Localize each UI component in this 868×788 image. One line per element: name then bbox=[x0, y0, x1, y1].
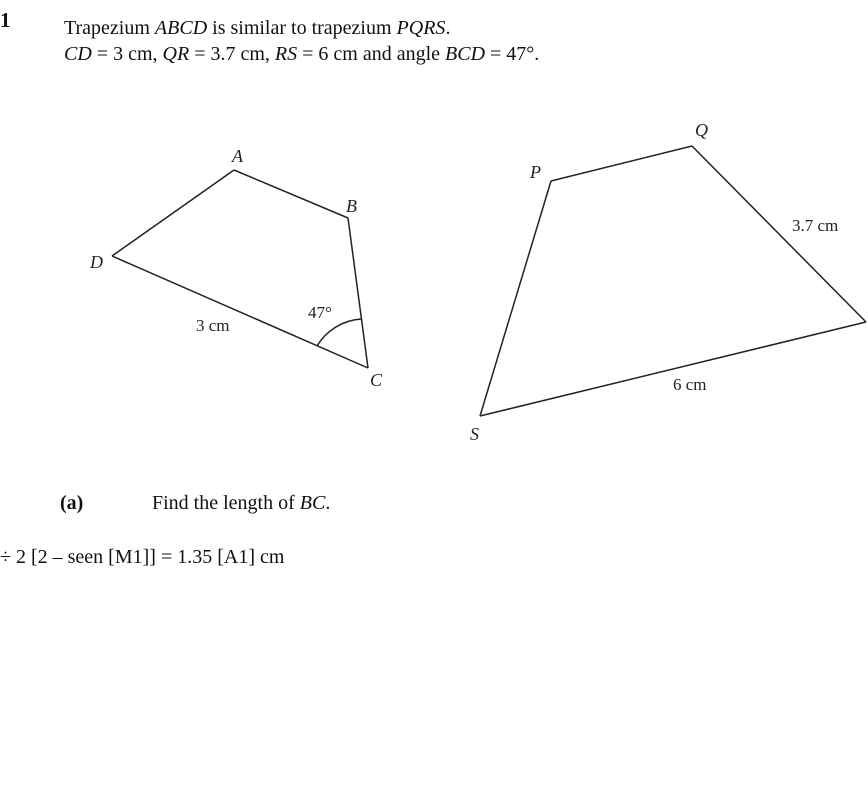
val-angle: = 47°. bbox=[485, 43, 540, 65]
side-label-qr: 3.7 cm bbox=[792, 216, 839, 235]
side-da bbox=[112, 170, 234, 256]
part-a-label: (a) bbox=[60, 492, 84, 514]
side-ab bbox=[234, 170, 348, 218]
var-cd: CD bbox=[64, 43, 92, 65]
val-cd: = 3 cm, bbox=[91, 43, 163, 65]
vertex-label-s: S bbox=[470, 424, 479, 444]
stem1-middle: is similar to trapezium bbox=[207, 17, 397, 39]
vertex-label-a: A bbox=[232, 146, 243, 166]
var-rs: RS bbox=[274, 43, 298, 65]
side-rs bbox=[480, 322, 866, 416]
side-qr bbox=[692, 146, 866, 322]
side-sp bbox=[480, 181, 551, 416]
angle-label-bcd: 47° bbox=[308, 303, 332, 322]
angle-arc-bcd bbox=[317, 319, 361, 346]
vertex-label-d: D bbox=[90, 252, 103, 272]
part-a-question bbox=[152, 492, 330, 515]
vertex-label-p: P bbox=[530, 162, 541, 182]
part-a-prefix: Find the length of bbox=[152, 492, 300, 514]
val-rs: = 6 cm and angle bbox=[297, 43, 446, 65]
mark-scheme-answer: ÷ 2 [2 – seen [M1]] = 1.35 [A1] cm bbox=[0, 546, 285, 568]
side-label-cd: 3 cm bbox=[196, 316, 230, 335]
vertex-label-b: B bbox=[346, 196, 357, 216]
stem1-prefix: Trapezium bbox=[64, 17, 155, 39]
var-qr: QR bbox=[162, 43, 190, 65]
side-bc bbox=[348, 218, 368, 368]
var-angle: BCD bbox=[445, 43, 486, 65]
val-qr: = 3.7 cm, bbox=[189, 43, 275, 65]
shape-pqrs-name: PQRS bbox=[396, 17, 446, 39]
vertex-label-c: C bbox=[370, 370, 383, 390]
stem1-suffix: . bbox=[445, 17, 451, 39]
side-pq bbox=[551, 146, 692, 181]
trapezium-abcd bbox=[112, 170, 368, 368]
side-label-rs: 6 cm bbox=[673, 375, 707, 394]
shape-abcd-name: ABCD bbox=[154, 17, 208, 39]
question-number: 1 bbox=[0, 8, 11, 32]
part-a-var: BC bbox=[299, 492, 326, 514]
part-a-suffix: . bbox=[325, 492, 331, 514]
vertex-label-q: Q bbox=[695, 120, 708, 140]
